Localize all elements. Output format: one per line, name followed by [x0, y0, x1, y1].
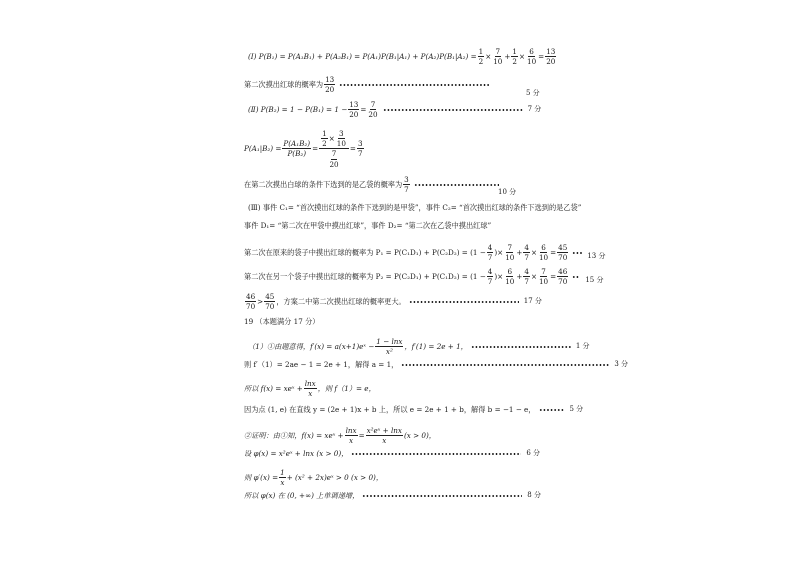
frac: $\frac{3}{7}$	[357, 139, 363, 159]
frac: $\frac{1}{x}$	[280, 468, 285, 488]
frac: $\frac{7}{10}$	[505, 243, 515, 263]
score-mark: 5 分	[526, 89, 540, 97]
leader-dots	[383, 109, 523, 111]
eq-p2: 第二次在另一个袋子中摸出红球的概率为 P₂ = P(C₂D₁) + P(C₁D₂) = (1 − $\frac{4}{7}$ )× $\frac{6}{10}$ + $\frac{4}{7}$ × $\frac{7}{10}$ = $\frac{46}{70}$ 15 分	[244, 267, 604, 287]
eq-phi-def: 设 φ(x) = x²eˣ + lnx (x > 0)， 6 分	[244, 449, 541, 458]
eq-solve-a: 则 f′（1）= 2ae − 1 = 2e + 1，解得 a = 1， 3 分	[244, 360, 629, 369]
leader-dots	[351, 453, 521, 455]
frac: $\frac{3}{7}$	[404, 175, 409, 195]
frac: $\frac{\text{x²eˣ + lnx}}{x}$	[366, 426, 402, 446]
eq-p-b1: (Ⅰ) P(B₁) = P(A₁B₁) + P(A₂B₁) = P(A₁)P(B₁|A₁) + P(A₂)P(B₁|A₂) = $\frac{1}{2}$ × $\frac{7}{10}$ + $\frac{1}{2}$ × $\frac{6}{10}$ = $\frac{13}{20}$	[248, 47, 556, 67]
leader-dots	[414, 184, 499, 186]
frac: $\frac{13}{20}$	[546, 47, 556, 67]
leader-dots	[539, 409, 565, 411]
frac: $\frac{1}{2}$	[512, 47, 517, 67]
leader-dots	[401, 364, 609, 366]
eq-solve-b: 因为点 (1, e) 在直线 y = (2e + 1)x + b 上，所以 e = 2e + 1 + b，解得 b = −1 − e， 5 分	[244, 405, 584, 414]
frac: $\frac{4}{7}$	[487, 243, 493, 263]
frac: $\frac{46}{70}$	[246, 292, 256, 312]
frac: $\frac{46}{70}$	[558, 267, 568, 287]
frac: $\frac{7}{10}$	[538, 267, 549, 287]
frac: $\frac{\ln x}{x}$	[345, 426, 357, 446]
eq-proof-start: ②证明：由①知，f(x) = xeˣ + $\frac{\ln x}{x}$ = $\frac{\text{x²eˣ + lnx}}{x}$ (x > 0)，	[244, 426, 436, 446]
leader-dots	[409, 301, 519, 303]
leader-dots	[572, 252, 582, 254]
eq-f-def: 所以 f(x) = xeˣ + $\frac{\ln x}{x}$ ，则 f（1）= e，	[244, 379, 376, 399]
eq-conditional: P(A₁|B₂) = $\frac{\text{P(A₁B₂)}}{\text{P(B₂)}}$ = $\frac{1}{2}$ × $\frac{3}{10}$ $\frac{7}{20}$ = $\frac{3}{7}$	[244, 129, 363, 169]
leader-dots	[362, 495, 522, 497]
question-19-header: 19 （本题满分 17 分）	[244, 317, 320, 326]
eq-phi-derivative: 则 φ′(x) = $\frac{1}{x}$ + (x² + 2x)eˣ > 0 (x > 0)，	[244, 468, 384, 488]
frac: $\frac{13}{20}$	[349, 100, 359, 120]
eq-p1: 第二次在原来的袋子中摸出红球的概率为 P₁ = P(C₁D₁) + P(C₂D₂) = (1 − $\frac{4}{7}$ )× $\frac{7}{10}$ + $\frac{4}{7}$ × $\frac{6}{10}$ = $\frac{45}{70}$ 13 分	[244, 243, 606, 263]
frac: $\frac{45}{70}$	[558, 243, 568, 263]
eq-derivative: （1）①由题意得，f′(x) = a(x+1)eˣ − $\frac{1 - \ln x}{\text{x²}}$ ，f′(1) = 2e + 1， 1 分	[248, 337, 590, 357]
frac: $\frac{\ln x}{x}$	[304, 379, 316, 399]
part-iii-events-d: 事件 D₁= “第二次在甲袋中摸出红球”，事件 D₂= “第二次在乙袋中摸出红球”	[244, 221, 492, 230]
eq-monotone: 所以 φ(x) 在 (0, +∞) 上单调递增， 8 分	[244, 491, 541, 500]
frac: $\frac{6}{10}$	[505, 267, 515, 287]
frac: $\frac{4}{7}$	[524, 243, 529, 263]
eq-p-b2: (Ⅱ) P(B₂) = 1 − P(B₁) = 1 − $\frac{13}{20}$ = $\frac{7}{20}$ 7 分	[248, 100, 542, 120]
conclusion-bag-b: 在第二次摸出白球的条件下选到的是乙袋的概率为 $\frac{3}{7}$	[244, 176, 502, 193]
frac: $\frac{7}{10}$	[493, 47, 503, 67]
complex-frac: $\frac{1}{2}$ × $\frac{3}{10}$ $\frac{7}{20}$	[319, 130, 349, 168]
leader-dots	[471, 346, 571, 348]
part-iii-events-c: (Ⅲ) 事件 C₁= “首次摸出红球的条件下选到的是甲袋”，事件 C₂= “首次摸出红球的条件下选到的是乙袋”	[248, 203, 582, 212]
frac: $\frac{6}{10}$	[538, 243, 549, 263]
frac: $\frac{1}{2}$	[478, 47, 484, 67]
frac: $\frac{\text{P(A₁B₂)}}{\text{P(B₂)}}$	[283, 139, 311, 159]
frac: $\frac{6}{10}$	[527, 47, 537, 67]
leader-dots	[339, 84, 489, 86]
frac: $\frac{4}{7}$	[524, 267, 529, 287]
conclusion-first-red: 第二次摸出红球的概率为 $\frac{13}{20}$	[244, 76, 492, 93]
frac: $\frac{1 - \ln x}{\text{x²}}$	[376, 337, 403, 357]
comparison: $\frac{46}{70}$ > $\frac{45}{70}$ ，方案二中第二次摸出红球的概率更大。 17 分	[246, 292, 542, 312]
frac: $\frac{7}{20}$	[368, 100, 378, 120]
leader-dots	[572, 276, 580, 278]
score-mark: 10 分	[498, 188, 517, 196]
frac: $\frac{13}{20}$	[325, 75, 335, 95]
frac: $\frac{4}{7}$	[487, 267, 493, 287]
frac: $\frac{45}{70}$	[265, 292, 275, 312]
eq-p-b1-expr: (Ⅰ) P(B₁) = P(A₁B₁) + P(A₂B₁) = P(A₁)P(B₁|A₁) + P(A₂)P(B₁|A₂) =	[248, 52, 477, 62]
